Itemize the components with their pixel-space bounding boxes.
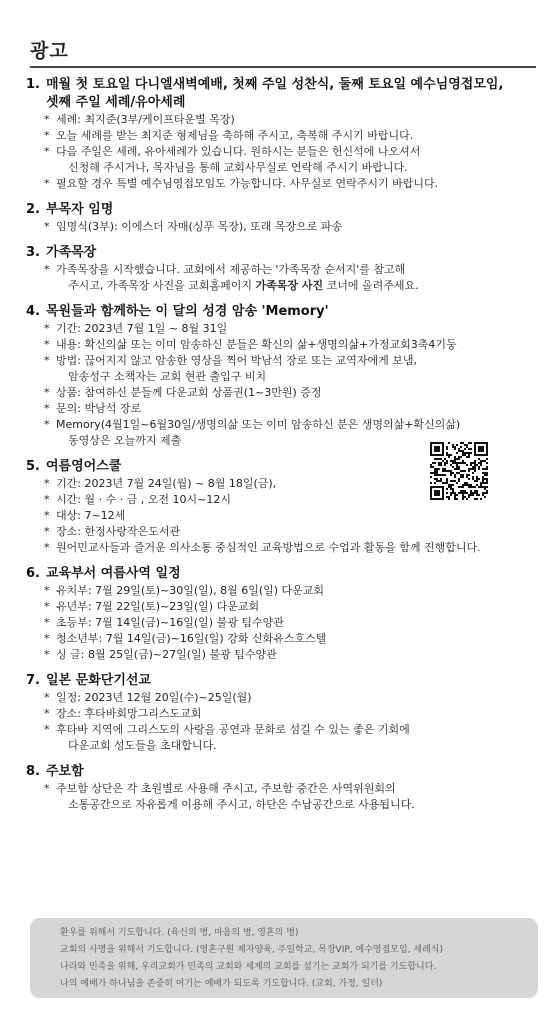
bullet-star: * bbox=[44, 584, 50, 597]
bullet-item bbox=[26, 631, 538, 647]
section-heading bbox=[26, 672, 538, 690]
bullet-text: 필요할 경우 특별 예수님영접모임도 가능합니다. 사무실로 연락주시기 바랍니다. bbox=[56, 177, 439, 190]
bullet-text: 방법: 끊어지지 않고 암송한 영상을 찍어 박남석 장로 또는 교역자에게 보냄, bbox=[56, 354, 417, 367]
bullet-text: 기간: 2023년 7월 1일 ~ 8월 31일 bbox=[56, 322, 228, 335]
bullet-star: * bbox=[44, 509, 50, 522]
title-divider bbox=[30, 66, 536, 68]
bullet-text: 싱 글: 8월 25일(금)~27일(일) 불광 팀수양관 bbox=[56, 648, 277, 661]
section-number: 8. bbox=[26, 764, 40, 779]
bullet-star: * bbox=[44, 493, 50, 506]
section-title: 주보함 bbox=[46, 764, 84, 779]
bullet-star: * bbox=[44, 113, 50, 126]
qr-code-icon[interactable] bbox=[430, 442, 488, 500]
bullet-item bbox=[26, 321, 538, 337]
announcement-section bbox=[26, 76, 538, 192]
bullet-text: 대상: 7~12세 bbox=[56, 509, 126, 522]
bullet-item bbox=[26, 176, 538, 192]
bullet-star: * bbox=[44, 177, 50, 190]
bullet-text: 오늘 세례를 받는 최지준 형제님을 축하해 주시고, 축복해 주시기 바랍니다. bbox=[56, 129, 414, 142]
bullet-item bbox=[26, 690, 538, 706]
bullet-text: Memory(4월1일~6월30일/생명의삶 또는 이미 암송하신 분은 생명의삶+확신의삶) bbox=[56, 418, 461, 431]
bullet-text: 주보함 상단은 각 초원별로 사용해 주시고, 주보함 중간은 사역위원회의 bbox=[56, 782, 396, 795]
bullet-text: 가족목장을 시작했습니다. 교회에서 제공하는 '가족목장 순서지'를 참고해 bbox=[56, 263, 406, 276]
page-title: 광고 bbox=[30, 40, 69, 62]
announcement-section bbox=[26, 763, 538, 813]
prayer-line-4: 나의 예배가 하나님을 존중히 여기는 예배가 되도록 기도합니다. (교회, 가정, 일터) bbox=[60, 979, 383, 989]
bullet-text: 문의: 박남석 장로 bbox=[56, 402, 142, 415]
bullet-star: * bbox=[44, 632, 50, 645]
bullet-text: 유치부: 7월 29일(토)~30일(일), 8월 6일(일) 다운교회 bbox=[56, 584, 325, 597]
bullet-item bbox=[26, 722, 538, 754]
bullet-star: * bbox=[44, 402, 50, 415]
section-title: 부목자 임명 bbox=[46, 202, 114, 217]
bullet-item bbox=[26, 583, 538, 599]
bullet-text: 상품: 참여하신 분들께 다운교회 상품권(1~3만원) 증정 bbox=[56, 386, 322, 399]
bullet-text: 초등부: 7월 14일(금)~16일(일) 불광 팀수양관 bbox=[56, 616, 284, 629]
bullet-text: 다음 주일은 세례, 유아세례가 있습니다. 원하시는 분들은 헌신석에 나오셔서 bbox=[56, 145, 421, 158]
section-number: 3. bbox=[26, 245, 40, 260]
bullet-star: * bbox=[44, 477, 50, 490]
bullet-star: * bbox=[44, 648, 50, 661]
section-title-line2: 셋째 주일 세례/유아세례 bbox=[46, 95, 186, 110]
bullet-item bbox=[26, 112, 538, 128]
prayer-line-2: 교회의 사명을 위해서 기도합니다. (영혼구원 제자양육, 주일학교, 목장VIP, 예수영접모임, 세례식) bbox=[60, 945, 443, 955]
section-heading bbox=[26, 76, 538, 94]
bullet-item bbox=[26, 353, 538, 385]
bullet-star: * bbox=[44, 707, 50, 720]
bullet-star: * bbox=[44, 129, 50, 142]
bullet-star: * bbox=[44, 263, 50, 276]
bullet-text-cont: 소통공간으로 자유롭게 이용해 주시고, 하단은 수납공간으로 사용됩니다. bbox=[68, 798, 415, 811]
bullet-text: 시간: 월 · 수 · 금 , 오전 10시~12시 bbox=[56, 493, 232, 506]
bullet-text-cont: 동영상은 오늘까지 제출 bbox=[68, 434, 182, 447]
section-heading bbox=[26, 244, 538, 262]
bullet-text: 세례: 최지준(3부/케이프타운별 목장) bbox=[56, 113, 235, 126]
section-heading bbox=[26, 201, 538, 219]
announcement-section bbox=[26, 303, 538, 449]
bullet-item bbox=[26, 144, 538, 176]
bullet-star: * bbox=[44, 616, 50, 629]
announcement-section bbox=[26, 244, 538, 294]
section-heading bbox=[26, 763, 538, 781]
bullet-text: 원어민교사들과 즐거운 의사소통 중심적인 교육방법으로 수업과 활동을 함께 진행합니다. bbox=[56, 541, 481, 554]
section-number: 1. bbox=[26, 77, 40, 92]
bullet-star: * bbox=[44, 600, 50, 613]
section-number: 5. bbox=[26, 459, 40, 474]
bullet-star: * bbox=[44, 145, 50, 158]
bullet-text: 장소: 후타바회망그리스도교회 bbox=[56, 707, 202, 720]
bullet-star: * bbox=[44, 220, 50, 233]
section-number: 4. bbox=[26, 304, 40, 319]
bullet-item bbox=[26, 647, 538, 663]
bullet-text-part: 코너에 올려주세요. bbox=[323, 279, 419, 292]
bullet-star: * bbox=[44, 782, 50, 795]
section-title: 교육부서 여름사역 일정 bbox=[46, 566, 181, 581]
bullet-text-emphasis: 가족목장 사진 bbox=[255, 279, 324, 292]
section-heading bbox=[26, 303, 538, 321]
bullet-text-cont: 암송성구 소책자는 교회 현관 출입구 비치 bbox=[68, 370, 267, 383]
bullet-item bbox=[26, 385, 538, 401]
announcement-section bbox=[26, 201, 538, 235]
bullet-text-cont: 다운교회 성도들을 초대합니다. bbox=[68, 739, 217, 752]
section-title: 가족목장 bbox=[46, 245, 97, 260]
section-title-cont bbox=[26, 94, 538, 112]
bullet-item bbox=[26, 599, 538, 615]
bullet-item bbox=[26, 401, 538, 417]
announcement-section bbox=[26, 672, 538, 754]
section-number: 6. bbox=[26, 566, 40, 581]
bullet-item bbox=[26, 508, 538, 524]
prayer-line-3: 나라와 민족을 위해, 우리교회가 민족의 교회와 세계의 교회를 섬기는 교회가 되기를 기도합니다. bbox=[60, 962, 437, 972]
bullet-text: 기간: 2023년 7월 24일(월) ~ 8월 18일(금), bbox=[56, 477, 277, 490]
bullet-star: * bbox=[44, 386, 50, 399]
section-number: 2. bbox=[26, 202, 40, 217]
bullet-text-part: 주시고, 가족목장 사진을 교회홈페이지 bbox=[68, 279, 256, 292]
section-heading bbox=[26, 565, 538, 583]
section-number: 7. bbox=[26, 673, 40, 688]
bullet-star: * bbox=[44, 723, 50, 736]
bullet-star: * bbox=[44, 541, 50, 554]
bullet-text: 청소년부: 7월 14일(금)~16일(일) 강화 신화유스호스텔 bbox=[56, 632, 327, 645]
bullet-star: * bbox=[44, 322, 50, 335]
section-title: 일본 문화단기선교 bbox=[46, 673, 151, 688]
bullet-item bbox=[26, 219, 538, 235]
prayer-box bbox=[30, 918, 538, 998]
bullet-item bbox=[26, 540, 538, 556]
bullet-item bbox=[26, 337, 538, 353]
bullet-text: 일정: 2023년 12월 20일(수)~25일(월) bbox=[56, 691, 252, 704]
bullet-text-cont bbox=[56, 278, 538, 294]
bullet-item bbox=[26, 615, 538, 631]
bullet-star: * bbox=[44, 525, 50, 538]
section-title: 목원들과 함께하는 이 달의 성경 암송 'Memory' bbox=[46, 304, 329, 319]
bullet-star: * bbox=[44, 354, 50, 367]
bullet-item bbox=[26, 706, 538, 722]
bullet-text-cont: 신청해 주시거나, 목자님을 통해 교회사무실로 연락해 주시기 바랍니다. bbox=[68, 161, 408, 174]
bullet-item bbox=[26, 128, 538, 144]
bullet-star: * bbox=[44, 418, 50, 431]
section-title: 매월 첫 토요일 다니엘새벽예배, 첫째 주일 성찬식, 둘째 토요일 예수님영접모임, bbox=[46, 77, 504, 92]
section-title: 여름영어스쿨 bbox=[46, 459, 122, 474]
announcement-section bbox=[26, 565, 538, 663]
bullet-star: * bbox=[44, 691, 50, 704]
bullet-item bbox=[26, 262, 538, 294]
bullet-item bbox=[26, 524, 538, 540]
bullet-text: 유년부: 7월 22일(토)~23일(일) 다운교회 bbox=[56, 600, 260, 613]
bullet-item bbox=[26, 781, 538, 813]
prayer-line-1: 환우를 위해서 기도합니다. (육신의 병, 마음의 병, 영혼의 병) bbox=[60, 928, 299, 938]
bullet-text: 임명식(3부): 이에스더 자매(싱푸 목장), 또래 목장으로 파송 bbox=[56, 220, 343, 233]
bullet-text: 후타바 지역에 그리스도의 사랑을 공연과 문화로 섬길 수 있는 좋은 기회에 bbox=[56, 723, 410, 736]
bullet-star: * bbox=[44, 338, 50, 351]
bullet-text: 장소: 한정사랑작은도서관 bbox=[56, 525, 181, 538]
bullet-text: 내용: 확신의삶 또는 이미 암송하신 분들은 확신의 삶+생명의삶+가정교회3축4기둥 bbox=[56, 338, 457, 351]
